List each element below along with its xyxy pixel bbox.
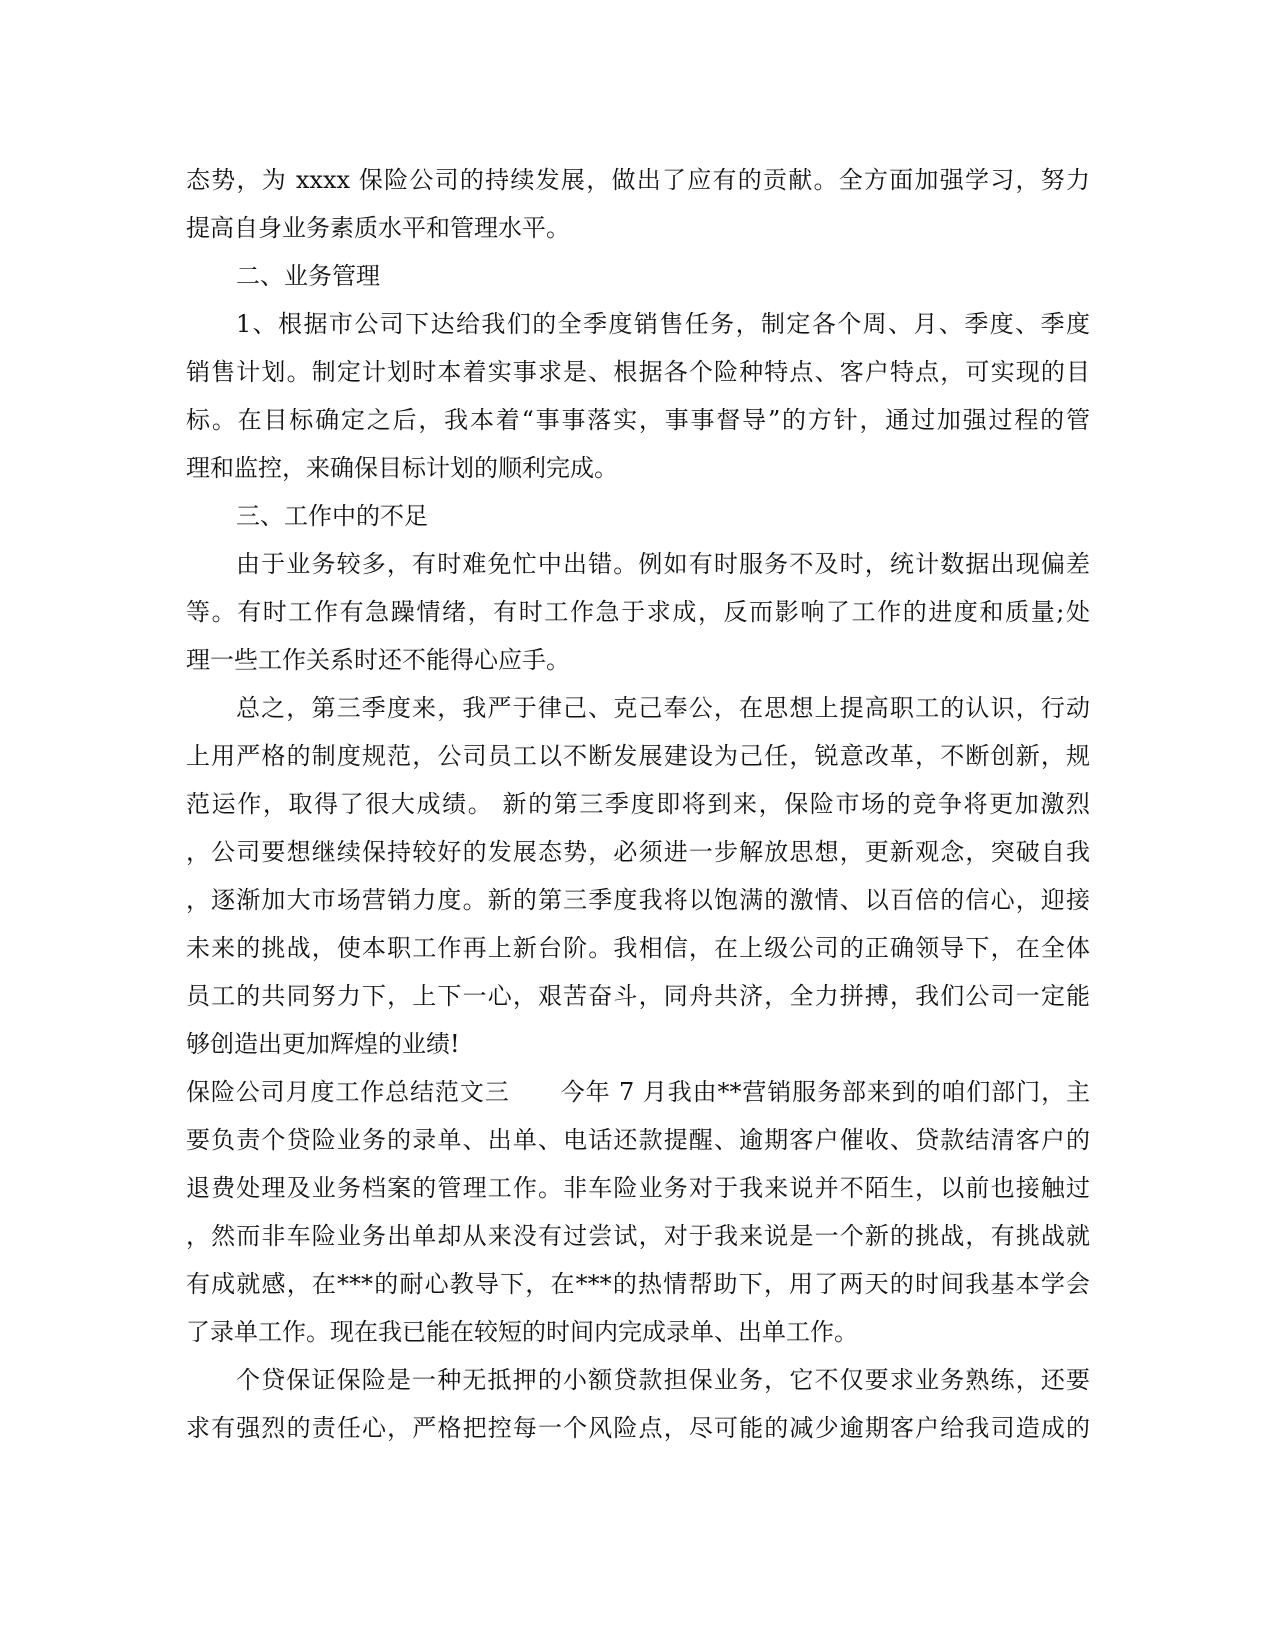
text-line: 由于业务较多，有时难免忙中出错。例如有时服务不及时，统计数据出现偏差 xyxy=(236,550,1090,578)
section-heading: 二、业务管理 xyxy=(236,262,380,290)
text-line: ，然而非车险业务出单却从来没有过尝试，对于我来说是一个新的挑战，有挑战就 xyxy=(186,1222,1090,1250)
text-line: 上用严格的制度规范，公司员工以不断发展建设为己任，锐意改革，不断创新，规 xyxy=(186,742,1090,770)
document-subtitle-line: 保险公司月度工作总结范文三 今年 7 月我由**营销服务部来到的咱们部门，主 xyxy=(186,1078,1090,1106)
text-line: 理和监控，来确保目标计划的顺利完成。 xyxy=(186,454,618,482)
document-body xyxy=(186,156,1090,1452)
text-line: 了录单工作。现在我已能在较短的时间内完成录单、出单工作。 xyxy=(186,1318,858,1346)
text-line: 销售计划。制定计划时本着实事求是、根据各个险种特点、客户特点，可实现的目 xyxy=(186,358,1090,386)
text-line: 未来的挑战，使本职工作再上新台阶。我相信，在上级公司的正确领导下，在全体 xyxy=(186,934,1090,962)
text-line: 总之，第三季度来，我严于律己、克己奉公，在思想上提高职工的认识，行动 xyxy=(236,694,1090,722)
text-line: ，公司要想继续保持较好的发展态势，必须进一步解放思想，更新观念，突破自我 xyxy=(186,838,1090,866)
text-line: 标。在目标确定之后，我本着“事事落实，事事督导”的方针，通过加强过程的管 xyxy=(186,406,1090,434)
section-heading: 三、工作中的不足 xyxy=(236,502,428,530)
text-line: 理一些工作关系时还不能得心应手。 xyxy=(186,646,570,674)
text-line: 退费处理及业务档案的管理工作。非车险业务对于我来说并不陌生，以前也接触过 xyxy=(186,1174,1090,1202)
text-line: 态势，为 xxxx 保险公司的持续发展，做出了应有的贡献。全方面加强学习，努力 xyxy=(186,166,1090,194)
text-line: 等。有时工作有急躁情绪，有时工作急于求成，反而影响了工作的进度和质量;处 xyxy=(186,598,1090,626)
text-line: 有成就感，在***的耐心教导下，在***的热情帮助下，用了两天的时间我基本学会 xyxy=(186,1270,1090,1298)
text-line: 范运作，取得了很大成绩。 新的第三季度即将到来，保险市场的竞争将更加激烈 xyxy=(186,790,1090,818)
text-line: 员工的共同努力下，上下一心，艰苦奋斗，同舟共济，全力拼搏，我们公司一定能 xyxy=(186,982,1090,1010)
text-line: 1、根据市公司下达给我们的全季度销售任务，制定各个周、月、季度、季度 xyxy=(236,310,1090,338)
text-line: 要负责个贷险业务的录单、出单、电话还款提醒、逾期客户催收、贷款结清客户的 xyxy=(186,1126,1090,1154)
text-line: 够创造出更加辉煌的业绩! xyxy=(186,1030,460,1058)
text-line: 提高自身业务素质水平和管理水平。 xyxy=(186,214,570,242)
text-line: 求有强烈的责任心，严格把控每一个风险点，尽可能的减少逾期客户给我司造成的 xyxy=(186,1414,1090,1442)
text-line: 个贷保证保险是一种无抵押的小额贷款担保业务，它不仅要求业务熟练，还要 xyxy=(236,1366,1090,1394)
text-line: ，逐渐加大市场营销力度。新的第三季度我将以饱满的激情、以百倍的信心，迎接 xyxy=(186,886,1090,914)
